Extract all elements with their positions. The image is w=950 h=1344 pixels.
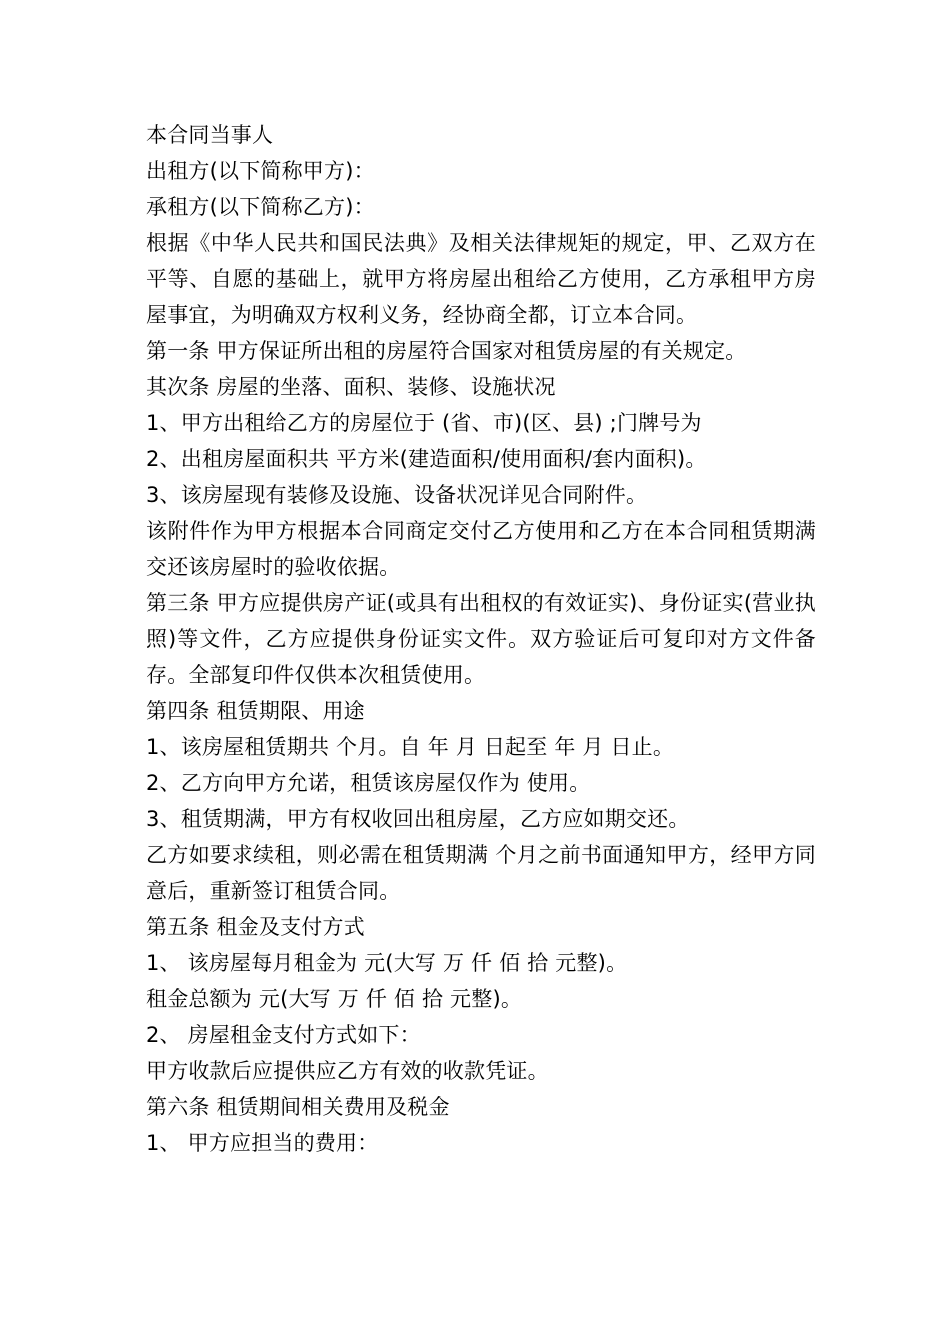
article-3-paragraph: 第三条 甲方应提供房产证(或具有出租权的有效证实)、身份证实(营业执照)等文件，乙方应提供身份证实文件。双方验证后可复印对方文件备存。全部复印件仅供本次租赁使用。 [146,591,816,687]
lessee-line: 承租方(以下简称乙方)： [146,195,375,219]
article-5-item-2: 2、 房屋租金支付方式如下： [146,1023,421,1047]
attachment-paragraph: 该附件作为甲方根据本合同商定交付乙方使用和乙方在本合同租赁期满交还该房屋时的验收依据。 [146,519,816,579]
article-1: 第一条 甲方保证所出租的房屋符合国家对租赁房屋的有关规定。 [146,339,747,363]
renewal-paragraph: 乙方如要求续租，则必需在租赁期满 个月之前书面通知甲方，经甲方同意后，重新签订租赁合同。 [146,843,816,903]
article-6-item-1: 1、 甲方应担当的费用： [146,1131,379,1155]
article-4-item-1: 1、该房屋租赁期共 个月。自 年 月 日起至 年 月 日止。 [146,735,675,759]
receipt-line: 甲方收款后应提供应乙方有效的收款凭证。 [146,1059,549,1083]
article-2-item-2: 2、出租房屋面积共 平方米(建造面积/使用面积/套内面积)。 [146,447,707,471]
article-4-item-2: 2、乙方向甲方允诺，租赁该房屋仅作为 使用。 [146,771,591,795]
article-4-item-3: 3、租赁期满，甲方有权收回出租房屋，乙方应如期交还。 [146,807,690,831]
lessor-line: 出租方(以下简称甲方)： [146,159,375,183]
article-5-item-1: 1、 该房屋每月租金为 元(大写 万 仟 佰 拾 元整)。 [146,951,628,975]
contract-body [146,117,816,1161]
contract-parties-heading: 本合同当事人 [146,123,274,147]
article-2-item-1: 1、甲方出租给乙方的房屋位于 (省、市)(区、县) ;门牌号为 [146,411,702,435]
article-4-heading: 第四条 租赁期限、用途 [146,699,365,723]
article-6-heading: 第六条 租赁期间相关费用及税金 [146,1095,450,1119]
total-rent-line: 租金总额为 元(大写 万 仟 佰 拾 元整)。 [146,987,523,1011]
article-2-item-3: 3、该房屋现有装修及设施、设备状况详见合同附件。 [146,483,648,507]
preamble-paragraph: 根据《中华人民共和国民法典》及相关法律规矩的规定，甲、乙双方在平等、自愿的基础上，就甲方将房屋出租给乙方使用，乙方承租甲方房屋事宜，为明确双方权利义务，经协商全都，订立本合同。 [146,231,816,327]
article-2-heading: 其次条 房屋的坐落、面积、装修、设施状况 [146,375,556,399]
article-5-heading: 第五条 租金及支付方式 [146,915,365,939]
